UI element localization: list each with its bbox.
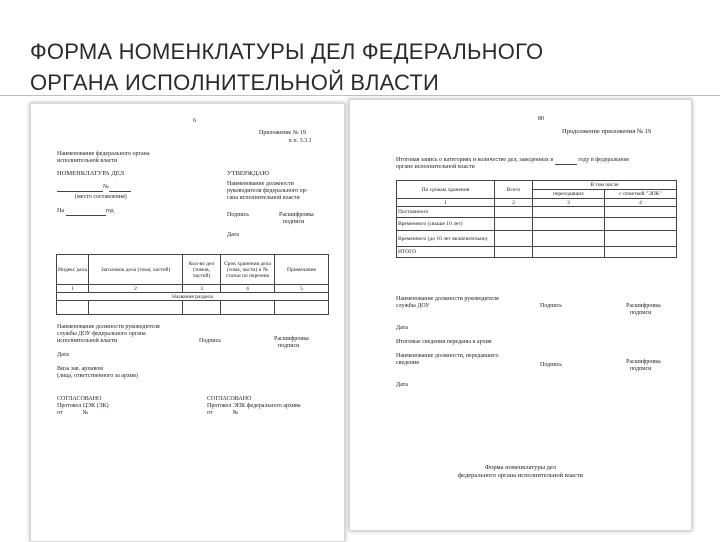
header-including: В том числе: [533, 181, 677, 190]
header-total: Всего: [495, 181, 533, 199]
page-number: 80: [538, 116, 544, 122]
header-note: Примечание: [275, 255, 329, 285]
head-position-line-2: службы ДОУ: [396, 303, 430, 309]
date-label-2: Дата: [396, 382, 408, 388]
transfer-note: Итоговые сведения переданы в архив: [396, 339, 492, 345]
decoding-line-2: подписи: [283, 219, 305, 225]
title-divider: [0, 95, 720, 96]
agreed-right-no: №: [232, 410, 239, 416]
agreed-left-no: №: [82, 410, 89, 416]
col-number: 4: [605, 199, 677, 207]
document-page-left: [30, 103, 345, 542]
place-caption: (место составления): [75, 194, 127, 200]
table-cell: [275, 301, 329, 315]
header-index: Индекс дела: [57, 255, 89, 285]
summary-table: [396, 180, 677, 258]
transfer-position-line-2: сведения: [396, 360, 419, 366]
date-label: Дата: [227, 232, 239, 238]
caption-line-1: Форма номенклатуры дел: [485, 464, 556, 471]
date-blank: [57, 184, 103, 192]
agreed-left-title: СОГЛАСОВАНО: [57, 396, 102, 402]
table-cell: [605, 218, 677, 231]
head-position-line-1: Наименование должности руководителя: [396, 296, 499, 302]
header-retention: Срок хранения дела (тома, части) и № статьи по перечню: [221, 255, 275, 285]
row-temporary-under-10: Временного (до 10 лет включительно): [397, 231, 495, 247]
compiler-decoding-line-2: подписи: [278, 343, 300, 349]
table-cell: [605, 231, 677, 247]
caption-line-2: федерального органа исполнительной власти: [457, 472, 584, 479]
table-cell: [533, 207, 605, 218]
year-label: год: [105, 208, 114, 214]
visa-line-1: Виза зав. архивом: [57, 366, 103, 372]
compiler-line-2: службы ДОУ федерального органа: [57, 331, 146, 337]
col-number: 3: [183, 285, 221, 293]
compiler-date: Дата: [57, 352, 69, 358]
signature-label: Подпись: [227, 212, 250, 218]
page-number: 6: [193, 118, 196, 124]
org-name-line-2: исполнительной власти: [57, 158, 118, 164]
row-temporary-over-10: Временного (свыше 10 лет): [397, 218, 495, 231]
agreed-left-body: Протокол ЦЭК (ЭК): [57, 403, 109, 409]
head-position-line-2: руководителя федерального ор-: [227, 188, 308, 194]
summary-line-1: Итоговая запись о категориях и количестве дел, заведенных в: [396, 157, 554, 163]
compiler-signature: Подпись: [199, 338, 222, 344]
head-position-line-1: Наименование должности: [227, 181, 294, 187]
decoding-line-2: подписи: [630, 310, 652, 316]
head-position-line-3: гана исполнительной власти: [227, 195, 300, 201]
row-total: ИТОГО: [397, 247, 495, 258]
table-cell: [183, 301, 221, 315]
slide-title-line-2: ОРГАНА ИСПОЛНИТЕЛЬНОЙ ВЛАСТИ: [30, 70, 440, 95]
org-name-line-1: Наименование федерального органа: [57, 151, 150, 157]
transfer-position-line-1: Наименование должности, передавшего: [396, 353, 499, 359]
continuation-label: Продолжение приложения № 19: [562, 128, 652, 135]
compiler-decoding-line-1: Расшифровка: [274, 336, 309, 342]
col-number: 2: [495, 199, 533, 207]
signature-label-2: Подпись: [540, 362, 563, 368]
agreed-right-title: СОГЛАСОВАНО: [207, 396, 252, 402]
slide-title-line-1: ФОРМА НОМЕНКЛАТУРЫ ДЕЛ ФЕДЕРАЛЬНОГО: [30, 39, 544, 64]
table-cell: [605, 207, 677, 218]
table-cell: [89, 301, 183, 315]
decoding-line-1: Расшифровка: [626, 303, 661, 309]
col-number: 1: [57, 285, 89, 293]
approve-label: УТВЕРЖДАЮ: [227, 170, 269, 177]
number-blank: [109, 184, 131, 192]
table-cell: [495, 218, 533, 231]
col-number: 4: [221, 285, 275, 293]
compiler-line-3: исполнительной власти: [57, 338, 118, 344]
col-number: 1: [397, 199, 495, 207]
signature-label: Подпись: [540, 303, 563, 309]
decoding-2-line-2: подписи: [630, 366, 652, 372]
table-cell: [495, 247, 533, 258]
number-label: №: [103, 184, 109, 190]
year-blank: [66, 208, 106, 216]
compiler-line-1: Наименование должности руководителя: [57, 324, 160, 330]
doc-title: НОМЕНКЛАТУРА ДЕЛ: [57, 170, 125, 177]
header-epk: с отметкой "ЭПК": [605, 190, 677, 199]
header-transferring: переходящих: [533, 190, 605, 199]
visa-line-2: (лица, ответственного за архив): [57, 373, 138, 379]
appendix-ref: к п. 3.3.1: [289, 138, 312, 144]
decoding-2-line-1: Расшифровка: [626, 359, 661, 365]
header-title: Заголовок дела (тома, частей): [89, 255, 183, 285]
document-page-right: [349, 99, 692, 531]
agreed-left-from: от: [57, 410, 63, 416]
slide-title: [30, 36, 630, 98]
summary-year: году в федеральном: [578, 157, 629, 163]
agreed-right-body: Протокол ЭПК федерального архива: [207, 403, 301, 409]
table-cell: [533, 218, 605, 231]
on-label: На: [57, 208, 64, 214]
date-label: Дата: [396, 325, 408, 331]
col-number: 2: [89, 285, 183, 293]
year-blank: [555, 157, 577, 165]
col-number: 3: [533, 199, 605, 207]
appendix-label: Приложение № 19: [259, 130, 306, 136]
decoding-line-1: Расшифровка: [279, 212, 314, 218]
table-cell: [57, 301, 89, 315]
section-row: Название раздела: [57, 293, 329, 301]
table-cell: [533, 231, 605, 247]
nomenclature-table: [56, 254, 329, 315]
summary-line-2: органе исполнительной власти: [396, 164, 475, 170]
header-retention: По срокам хранения: [397, 181, 495, 199]
row-permanent: Постоянного: [397, 207, 495, 218]
table-cell: [495, 207, 533, 218]
col-number: 5: [275, 285, 329, 293]
table-cell: [221, 301, 275, 315]
agreed-right-from: от: [207, 410, 213, 416]
table-cell: [495, 231, 533, 247]
table-cell: [533, 247, 605, 258]
header-count: Кол-во дел (томов, частей): [183, 255, 221, 285]
table-cell: [605, 247, 677, 258]
